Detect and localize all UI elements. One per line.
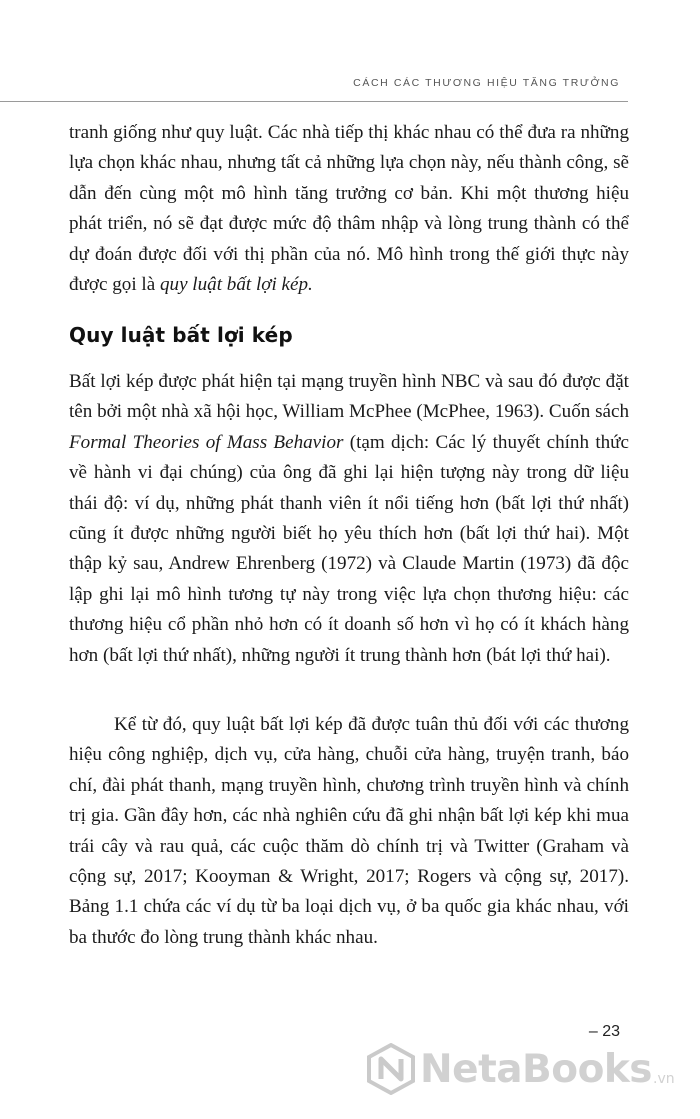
watermark-brand: NetaBooks — [420, 1046, 653, 1092]
running-header: CÁCH CÁC THƯƠNG HIỆU TĂNG TRƯỞNG — [353, 77, 620, 89]
paragraph-3: Kể từ đó, quy luật bất lợi kép đã được tuân thủ đối với các thương hiệu công nghiệp, dịch vụ, cửa hàng, chuỗi cửa hàng, truyện tranh, báo chí, đài phát thanh, mạng truyền hình, chương trình truyền hình và chính trị gia. Gần đây hơn, các nhà nghiên cứu đã ghi nhận bất lợi kép khi mua trái cây và rau quả, các cuộc thăm dò chính trị và Twitter (Graham và cộng sự, 2017; Kooyman & Wright, 2017; Rogers và cộng sự, 2017). Bảng 1.1 chứa các ví dụ từ ba loại dịch vụ, ở ba quốc gia khác nhau, với ba thước đo lòng trung thành khác nhau. — [69, 714, 629, 948]
watermark-suffix: .vn — [653, 1071, 675, 1087]
paragraph-2 — [69, 367, 629, 671]
paragraph-1 — [69, 118, 629, 300]
paragraph-1-text: tranh giống như quy luật. Các nhà tiếp thị khác nhau có thể đưa ra những lựa chọn khác nhau, nhưng tất cả những lựa chọn này, nếu thành công, sẽ dẫn đến cùng một mô hình tăng trưởng cơ bản. Khi một thương hiệu phát triển, nó sẽ đạt được mức độ thâm nhập và lòng trung thành có thể dự đoán được đối với thị phần của nó. Mô hình trong thế giới thực này được gọi là — [69, 122, 629, 296]
header-rule — [0, 101, 628, 102]
paragraph-2-part2: (tạm dịch: Các lý thuyết chính thức về hành vi đại chúng) của ông đã ghi lại hiện tượng này trong dữ liệu thái độ: ví dụ, những phát thanh viên ít nổi tiếng hơn (bất lợi thứ nhất) cũng ít được những người biết họ yêu thích hơn (bất lợi thứ hai). Một thập kỷ sau, Andrew Ehrenberg (1972) và Claude Martin (1973) đã độc lập ghi lại mô hình tương tự này trong việc lựa chọn thương hiệu: các thương hiệu cổ phần nhỏ hơn có ít doanh số hơn vì họ có ít khách hàng hơn (bất lợi thứ nhất), những người ít trung thành hơn (bát lợi thứ hai). — [69, 431, 629, 666]
page-number: – 23 — [588, 1023, 620, 1040]
italic-term: quy luật bất lợi kép. — [159, 274, 313, 296]
netabooks-n-logo-icon — [366, 1043, 416, 1095]
section-heading: Quy luật bất lợi kép — [69, 323, 293, 347]
watermark — [366, 1043, 675, 1095]
paragraph-2-part1: Bất lợi kép được phát hiện tại mạng truyền hình NBC và sau đó được đặt tên bởi một nhà xã hội học, William McPhee (McPhee, 1963). Cuốn sách — [69, 371, 629, 423]
book-title: Formal Theories of Mass Behavior — [69, 431, 344, 453]
